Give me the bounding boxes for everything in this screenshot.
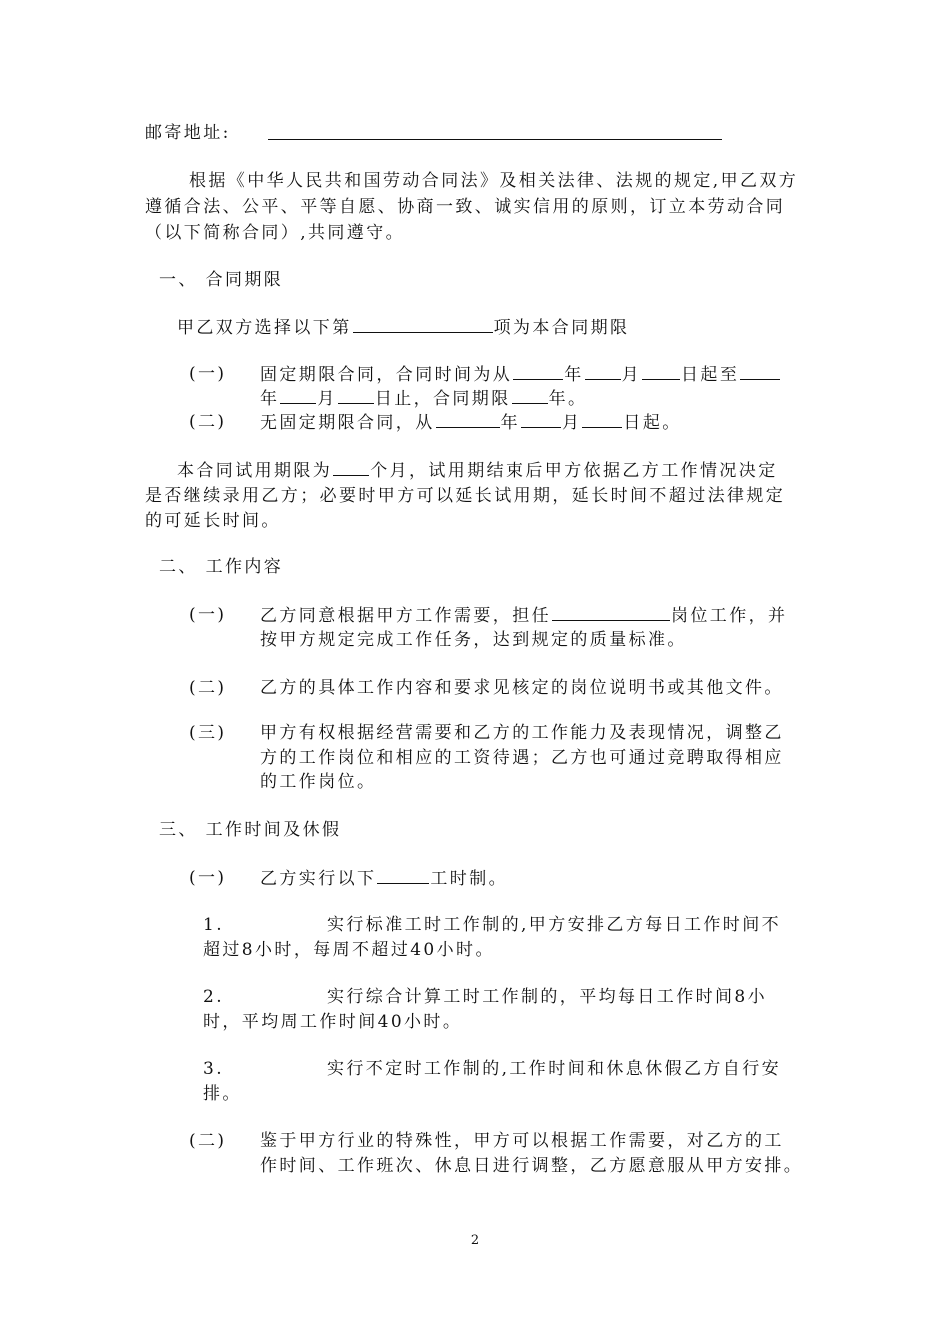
intro-line-3: （以下简称合同）,共同遵守。 xyxy=(145,223,406,243)
s3-item-2-line-2: 作时间、工作班次、休息日进行调整，乙方愿意服从甲方安排。 xyxy=(260,1156,804,1176)
hours-system-text-a: 乙方实行以下 xyxy=(260,869,377,889)
probation-months-blank xyxy=(333,458,369,476)
probation-line-1 xyxy=(177,458,778,483)
probation-line-2: 是否继续录用乙方；必要时甲方可以延长试用期，延长时间不超过法律规定 xyxy=(145,486,786,506)
section-1-heading: 一、 合同期限 xyxy=(159,270,284,290)
term-years-blank xyxy=(512,386,548,404)
s2-item-2-num: (二) xyxy=(189,678,227,698)
s3-item-1-line xyxy=(260,866,508,891)
s3-sub-2-num: 2. xyxy=(203,987,225,1007)
hours-system-blank xyxy=(377,866,429,884)
start-month-blank xyxy=(585,362,621,380)
day-until-text: 日止，合同期限 xyxy=(374,389,511,409)
s2-item-3-line-1: 甲方有权根据经营需要和乙方的工作能力及表现情况，调整乙 xyxy=(260,723,784,743)
probation-text-b: 个月，试用期结束后甲方依据乙方工作情况决定 xyxy=(370,461,778,481)
day-from-text: 日起至 xyxy=(681,365,740,385)
s3-sub-3-line-1: 实行不定时工作制的,工作时间和休息休假乙方自行安 xyxy=(327,1059,782,1079)
open-year-blank xyxy=(436,410,500,428)
mailing-address-blank xyxy=(268,139,722,140)
s1-item-1-num: (一) xyxy=(189,364,227,384)
section-3-heading: 三、 工作时间及休假 xyxy=(159,820,342,840)
end-year-blank-a xyxy=(740,362,780,380)
end-month-blank xyxy=(280,386,316,404)
year-text: 年 xyxy=(260,389,280,409)
s3-sub-3-line-2: 排。 xyxy=(203,1084,242,1104)
open-term-text: 无固定期限合同，从 xyxy=(260,413,435,433)
day-start-text: 日起。 xyxy=(623,413,682,433)
year-end-text: 年。 xyxy=(548,389,588,409)
s2-item-1-line-2: 按甲方规定完成工作任务，达到规定的质量标准。 xyxy=(260,630,687,650)
term-choice-line xyxy=(177,315,629,340)
section-2-heading: 二、 工作内容 xyxy=(159,557,284,577)
s3-sub-2-line-1: 实行综合计算工时工作制的，平均每日工作时间8小 xyxy=(327,987,768,1007)
page-number: 2 xyxy=(470,1233,480,1248)
hours-system-text-b: 工时制。 xyxy=(430,869,509,889)
end-day-blank xyxy=(338,386,374,404)
term-choice-text-a: 甲乙双方选择以下第 xyxy=(177,318,352,338)
probation-line-3: 的可延长时间。 xyxy=(145,511,281,531)
s2-item-3-line-2: 方的工作岗位和相应的工资待遇；乙方也可通过竞聘取得相应 xyxy=(260,748,784,768)
s3-item-1-num: (一) xyxy=(189,868,227,888)
position-text-b: 岗位工作，并 xyxy=(671,606,788,626)
s1-item-1-line-1 xyxy=(260,362,781,387)
s2-item-2-line-1: 乙方的具体工作内容和要求见核定的岗位说明书或其他文件。 xyxy=(260,678,784,698)
open-month-blank xyxy=(521,410,561,428)
s1-item-2-num: (二) xyxy=(189,412,227,432)
intro-line-1: 根据《中华人民共和国劳动合同法》及相关法律、法规的规定,甲乙双方 xyxy=(189,171,799,191)
mailing-address-label: 邮寄地址: xyxy=(145,123,231,143)
month-text: 月 xyxy=(562,413,582,433)
s3-item-2-num: (二) xyxy=(189,1131,227,1151)
start-day-blank xyxy=(642,362,680,380)
s3-item-2-line-1: 鉴于甲方行业的特殊性，甲方可以根据工作需要，对乙方的工 xyxy=(260,1131,784,1151)
intro-line-2: 遵循合法、公平、平等自愿、协商一致、诚实信用的原则，订立本劳动合同 xyxy=(145,197,786,217)
term-choice-blank xyxy=(353,315,493,333)
s2-item-1-line-1 xyxy=(260,603,787,628)
year-text: 年 xyxy=(564,365,584,385)
start-year-blank xyxy=(513,362,563,380)
year-text: 年 xyxy=(500,413,521,433)
s3-sub-1-line-1: 实行标准工时工作制的,甲方安排乙方每日工作时间不 xyxy=(327,915,782,935)
month-text: 月 xyxy=(317,389,337,409)
s2-item-3-num: (三) xyxy=(189,723,227,743)
probation-text-a: 本合同试用期限为 xyxy=(177,461,333,481)
s2-item-3-line-3: 的工作岗位。 xyxy=(260,772,377,792)
s3-sub-3-num: 3. xyxy=(203,1059,225,1079)
s1-item-1-line-2 xyxy=(260,386,587,411)
s1-item-2-line xyxy=(260,410,682,435)
s3-sub-1-num: 1. xyxy=(203,915,225,935)
position-blank xyxy=(552,603,670,621)
month-text: 月 xyxy=(621,365,642,385)
fixed-term-text: 固定期限合同，合同时间为从 xyxy=(260,365,513,385)
term-choice-text-b: 项为本合同期限 xyxy=(493,318,630,338)
position-text-a: 乙方同意根据甲方工作需要，担任 xyxy=(260,606,551,626)
s2-item-1-num: (一) xyxy=(189,605,227,625)
open-day-blank xyxy=(582,410,622,428)
s3-sub-1-line-2: 超过8小时，每周不超过40小时。 xyxy=(203,940,495,960)
s3-sub-2-line-2: 时，平均周工作时间40小时。 xyxy=(203,1012,463,1032)
